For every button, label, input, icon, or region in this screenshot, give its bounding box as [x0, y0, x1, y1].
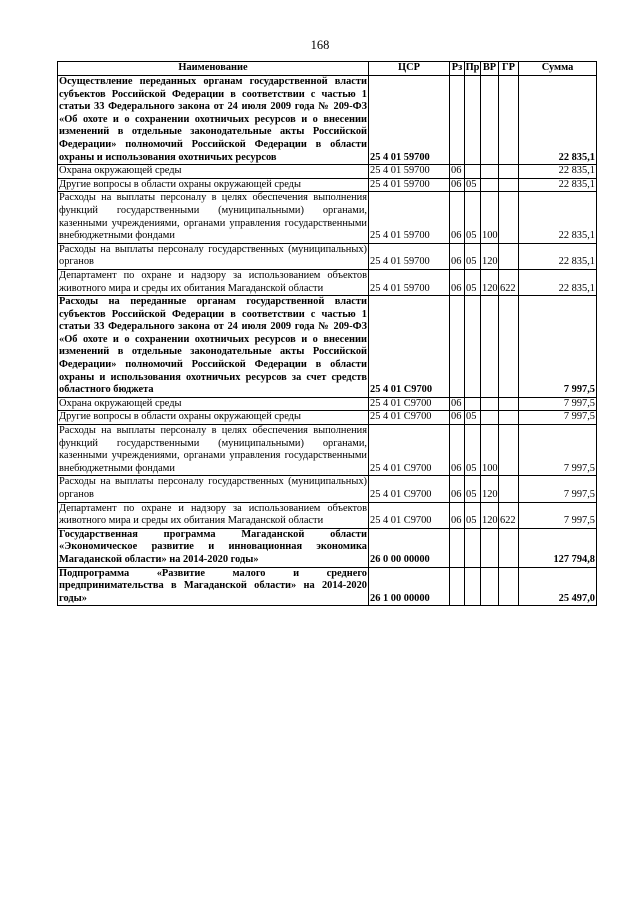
cell-sum: 25 497,0 — [519, 567, 597, 606]
cell-csr: 25 4 01 59700 — [369, 178, 450, 192]
cell-gr: 622 — [499, 502, 519, 528]
cell-rz — [450, 567, 465, 606]
cell-sum: 7 997,5 — [519, 397, 597, 411]
cell-gr: 622 — [499, 269, 519, 295]
table-row — [58, 269, 597, 295]
cell-vr — [481, 296, 499, 398]
cell-csr: 25 4 01 59700 — [369, 269, 450, 295]
cell-sum: 22 835,1 — [519, 76, 597, 165]
cell-vr: 120 — [481, 269, 499, 295]
table-row — [58, 476, 597, 502]
cell-gr — [499, 76, 519, 165]
cell-csr: 25 4 01 С9700 — [369, 296, 450, 398]
cell-name: Другие вопросы в области охраны окружающей среды — [58, 411, 369, 425]
table-row — [58, 397, 597, 411]
cell-pr: 05 — [465, 192, 481, 243]
table-row — [58, 165, 597, 179]
header-vr: ВР — [481, 62, 499, 76]
cell-gr — [499, 178, 519, 192]
cell-pr: 05 — [465, 178, 481, 192]
cell-name: Расходы на выплаты персоналу в целях обеспечения выполнения функций государственными (муниципальными) органами, казенными учреждениями, органами управления государственными внебюджетными фондами — [58, 192, 369, 243]
cell-gr — [499, 296, 519, 398]
cell-vr — [481, 411, 499, 425]
cell-gr — [499, 397, 519, 411]
header-sum: Сумма — [519, 62, 597, 76]
cell-gr — [499, 192, 519, 243]
cell-gr — [499, 243, 519, 269]
cell-csr: 25 4 01 С9700 — [369, 397, 450, 411]
cell-csr: 26 1 00 00000 — [369, 567, 450, 606]
header-pr: Пр — [465, 62, 481, 76]
cell-sum: 7 997,5 — [519, 425, 597, 476]
cell-rz — [450, 76, 465, 165]
cell-name: Осуществление переданных органам государственной власти субъектов Российской Федерации в соответствии с частью 1 статьи 33 Федерального закона от 24 июля 2009 года № 209-ФЗ «Об охоте и о сохранении охотничьих ресурсов и о внесении изменений в отдельные законодательные акты Российской Федерации» полномочий Российской Федерации в области охраны и использования охотничьих ресурсов — [58, 76, 369, 165]
cell-vr: 120 — [481, 476, 499, 502]
cell-csr: 25 4 01 С9700 — [369, 411, 450, 425]
cell-vr — [481, 567, 499, 606]
header-name: Наименование — [58, 62, 369, 76]
cell-gr — [499, 165, 519, 179]
cell-gr — [499, 425, 519, 476]
cell-rz: 06 — [450, 243, 465, 269]
cell-vr: 100 — [481, 192, 499, 243]
table-row — [58, 411, 597, 425]
cell-pr: 05 — [465, 243, 481, 269]
cell-pr: 05 — [465, 502, 481, 528]
cell-vr: 120 — [481, 502, 499, 528]
table-row — [58, 76, 597, 165]
table-row — [58, 296, 597, 398]
cell-name: Департамент по охране и надзору за использованием объектов животного мира и среды их обитания Магаданской области — [58, 269, 369, 295]
cell-gr — [499, 567, 519, 606]
cell-gr — [499, 476, 519, 502]
cell-pr — [465, 528, 481, 567]
cell-pr — [465, 165, 481, 179]
table-row — [58, 567, 597, 606]
cell-pr — [465, 397, 481, 411]
cell-csr: 25 4 01 С9700 — [369, 476, 450, 502]
table-row — [58, 528, 597, 567]
cell-sum: 22 835,1 — [519, 243, 597, 269]
table-row — [58, 178, 597, 192]
cell-csr: 25 4 01 59700 — [369, 76, 450, 165]
table-row — [58, 243, 597, 269]
cell-pr — [465, 76, 481, 165]
cell-name: Государственная программа Магаданской области «Экономическое развитие и инновационная экономика Магаданской области» на 2014-2020 годы» — [58, 528, 369, 567]
cell-name: Департамент по охране и надзору за использованием объектов животного мира и среды их обитания Магаданской области — [58, 502, 369, 528]
cell-gr — [499, 411, 519, 425]
cell-vr: 100 — [481, 425, 499, 476]
cell-rz: 06 — [450, 397, 465, 411]
cell-sum: 7 997,5 — [519, 476, 597, 502]
cell-csr: 25 4 01 59700 — [369, 243, 450, 269]
cell-name: Охрана окружающей среды — [58, 397, 369, 411]
cell-rz: 06 — [450, 178, 465, 192]
header-csr: ЦСР — [369, 62, 450, 76]
cell-name: Другие вопросы в области охраны окружающей среды — [58, 178, 369, 192]
cell-name: Расходы на выплаты персоналу в целях обеспечения выполнения функций государственными (муниципальными) органами, казенными учреждениями, органами управления государственными внебюджетными фондами — [58, 425, 369, 476]
cell-csr: 25 4 01 59700 — [369, 165, 450, 179]
cell-vr — [481, 528, 499, 567]
cell-vr — [481, 178, 499, 192]
table-row — [58, 425, 597, 476]
cell-pr: 05 — [465, 425, 481, 476]
cell-vr: 120 — [481, 243, 499, 269]
cell-rz: 06 — [450, 502, 465, 528]
cell-csr: 25 4 01 59700 — [369, 192, 450, 243]
cell-pr: 05 — [465, 269, 481, 295]
page-number: 168 — [310, 38, 330, 52]
cell-sum: 22 835,1 — [519, 192, 597, 243]
cell-rz: 06 — [450, 411, 465, 425]
cell-sum: 7 997,5 — [519, 296, 597, 398]
cell-rz: 06 — [450, 269, 465, 295]
table-row — [58, 502, 597, 528]
cell-sum: 127 794,8 — [519, 528, 597, 567]
cell-rz: 06 — [450, 192, 465, 243]
cell-pr — [465, 567, 481, 606]
cell-pr — [465, 296, 481, 398]
cell-name: Подпрограмма «Развитие малого и среднего предпринимательства в Магаданской области» на 2014-2020 годы» — [58, 567, 369, 606]
header-rz: Рз — [450, 62, 465, 76]
cell-sum: 22 835,1 — [519, 178, 597, 192]
cell-rz: 06 — [450, 425, 465, 476]
cell-pr: 05 — [465, 411, 481, 425]
cell-name: Расходы на выплаты персоналу государственных (муниципальных) органов — [58, 243, 369, 269]
cell-sum: 22 835,1 — [519, 269, 597, 295]
cell-vr — [481, 397, 499, 411]
cell-csr: 26 0 00 00000 — [369, 528, 450, 567]
cell-name: Расходы на переданные органам государственной власти субъектов Российской Федерации в соответствии с частью 1 статьи 33 Федерального закона от 24 июля 2009 года № 209-ФЗ «Об охоте и о сохранении охотничьих ресурсов и о внесении изменений в отдельные законодательные акты Российской Федерации» полномочий Российской Федерации в области охраны и использования охотничьих ресурсов за счет средств областного бюджета — [58, 296, 369, 398]
cell-name: Расходы на выплаты персоналу государственных (муниципальных) органов — [58, 476, 369, 502]
cell-pr: 05 — [465, 476, 481, 502]
cell-sum: 7 997,5 — [519, 502, 597, 528]
cell-sum: 7 997,5 — [519, 411, 597, 425]
cell-sum: 22 835,1 — [519, 165, 597, 179]
cell-rz: 06 — [450, 165, 465, 179]
table-row — [58, 192, 597, 243]
cell-rz — [450, 528, 465, 567]
cell-csr: 25 4 01 С9700 — [369, 502, 450, 528]
cell-vr — [481, 76, 499, 165]
cell-gr — [499, 528, 519, 567]
header-gr: ГР — [499, 62, 519, 76]
cell-vr — [481, 165, 499, 179]
table-header-row — [58, 62, 597, 76]
cell-name: Охрана окружающей среды — [58, 165, 369, 179]
cell-csr: 25 4 01 С9700 — [369, 425, 450, 476]
cell-rz: 06 — [450, 476, 465, 502]
budget-table — [57, 61, 597, 606]
cell-rz — [450, 296, 465, 398]
